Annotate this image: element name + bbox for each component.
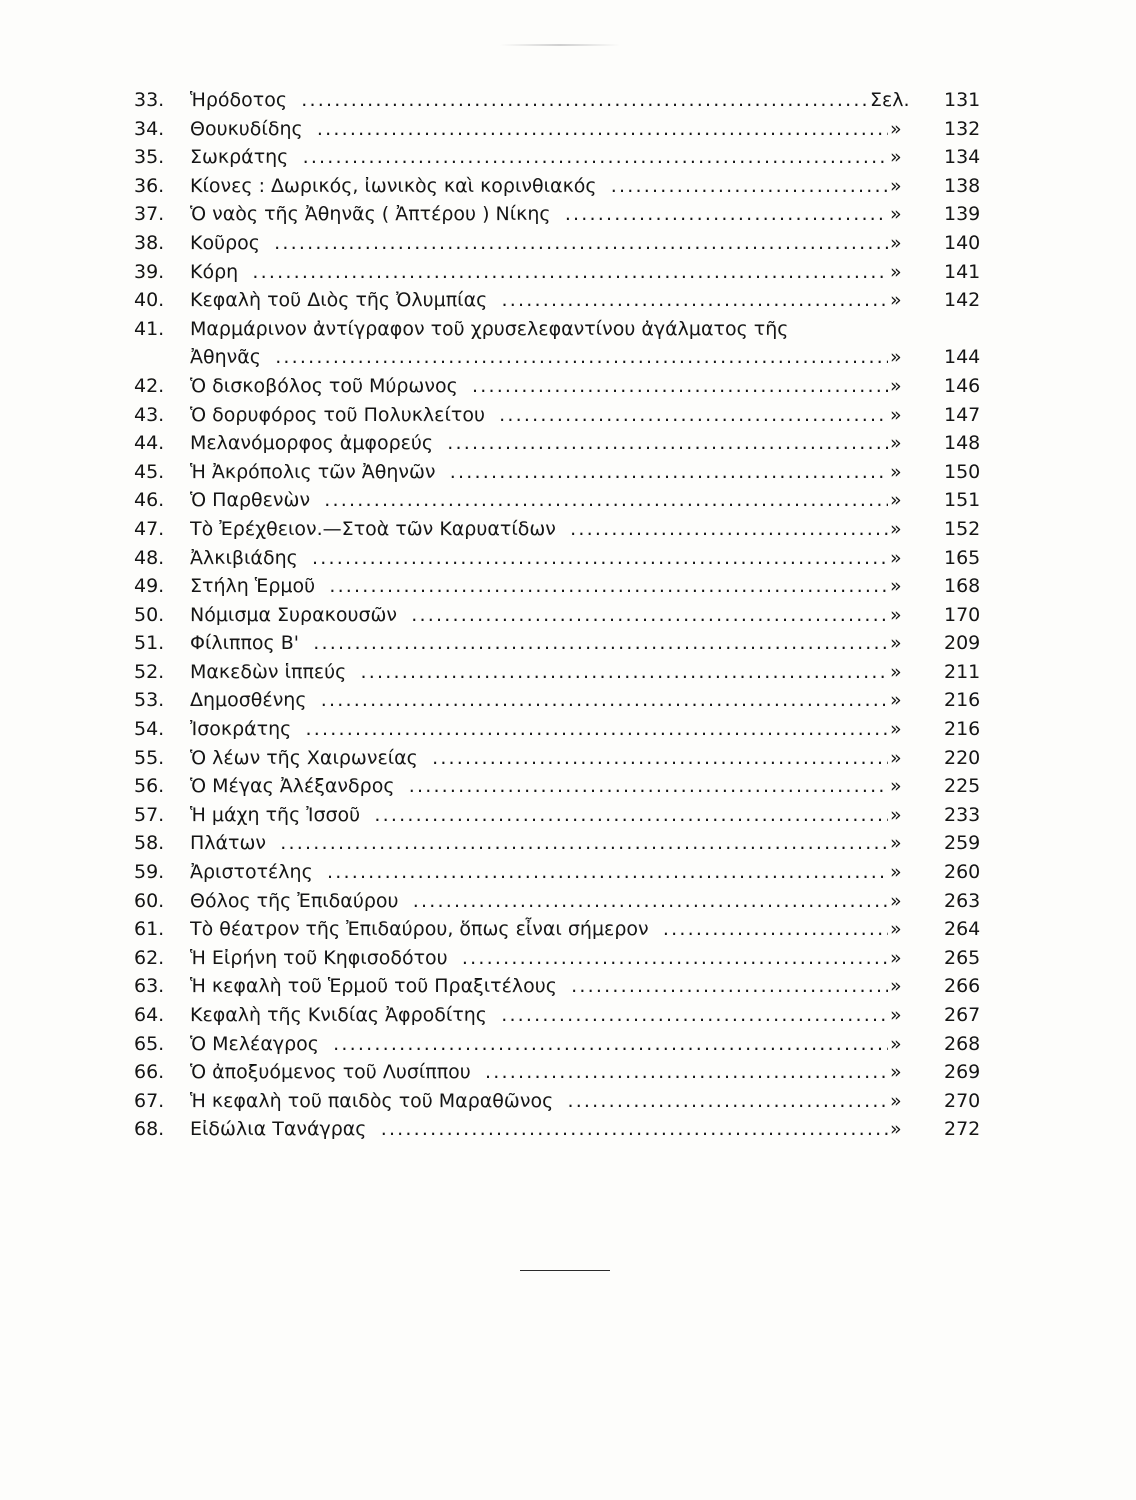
entry-title-text: Ἀριστοτέλης — [190, 861, 319, 883]
page-number: 168 — [944, 575, 981, 598]
entry-title — [190, 601, 888, 629]
entry-title — [190, 343, 888, 371]
entry-number: 38. — [134, 231, 165, 254]
entry-title-text: Ἡ κεφαλὴ τοῦ Ἑρμοῦ τοῦ Πραξιτέλους — [190, 975, 563, 997]
entry-title-text: Ἡ Εἰρήνη τοῦ Κηφισοδότου — [190, 947, 454, 969]
page-marker: » — [890, 1030, 930, 1058]
table-of-illustrations — [0, 86, 1136, 1144]
page-number: 267 — [944, 1004, 981, 1026]
toc-entry — [0, 286, 1136, 315]
entry-number: 60. — [134, 889, 165, 912]
page-marker: » — [890, 143, 930, 171]
entry-title — [190, 658, 888, 686]
entry-title-text: Ὁ Μελέαγρος — [190, 1033, 325, 1055]
page-marker: » — [890, 915, 930, 943]
entry-number: 65. — [134, 1032, 165, 1055]
entry-number: 43. — [134, 403, 165, 426]
page-number: 266 — [944, 975, 981, 998]
toc-entry — [0, 115, 1136, 144]
toc-entry — [0, 315, 1136, 344]
entry-number: 33. — [134, 89, 165, 111]
entry-title-text: Ὁ ἀποξυόμενος τοῦ Λυσίππου — [190, 1061, 477, 1083]
entry-number: 57. — [134, 803, 165, 826]
page-marker: » — [890, 258, 930, 286]
entry-title — [190, 486, 888, 514]
entry-title-text: Τὸ Ἐρέχθειον.—Στοὰ τῶν Καρυατίδων — [190, 518, 562, 540]
page-marker: » — [890, 858, 930, 886]
entry-title-text: Ὁ Μέγας Ἀλέξανδρος — [190, 775, 400, 797]
page-number: 268 — [944, 1032, 981, 1055]
entry-title — [190, 143, 888, 171]
entry-title-text: Ὁ ναὸς τῆς Ἀθηνᾶς ( Ἀπτέρου ) Νίκης — [190, 203, 557, 225]
page-number: 165 — [944, 546, 981, 569]
entry-number: 41. — [134, 317, 165, 340]
page-number: 264 — [944, 918, 981, 941]
entry-number: 61. — [134, 918, 165, 941]
entry-title — [190, 544, 888, 572]
entry-title — [190, 258, 888, 286]
toc-entry — [0, 858, 1136, 887]
entry-title-text: Σωκράτης — [190, 146, 294, 168]
entry-number: 37. — [134, 203, 165, 226]
entry-number: 36. — [134, 174, 165, 197]
entry-number: 50. — [134, 603, 165, 626]
page-marker: » — [890, 1058, 930, 1086]
page-marker: » — [890, 686, 930, 714]
page-marker: » — [890, 229, 930, 257]
toc-entry — [0, 801, 1136, 830]
page-number: 216 — [944, 718, 981, 741]
toc-entry — [0, 658, 1136, 687]
entry-title — [190, 801, 888, 829]
entry-title-text: Κεφαλὴ τῆς Κνιδίας Ἀφροδίτης — [190, 1004, 493, 1026]
page-marker: » — [890, 372, 930, 400]
entry-title-text: Θουκυδίδης — [190, 118, 309, 140]
page-marker: » — [890, 115, 930, 143]
entry-title — [190, 229, 888, 257]
page-marker: » — [890, 343, 930, 371]
entry-title — [190, 286, 888, 314]
entry-number: 40. — [134, 289, 165, 312]
entry-number: 68. — [134, 1118, 165, 1141]
entry-title — [190, 115, 888, 143]
entry-number: 49. — [134, 575, 165, 598]
entry-number: 46. — [134, 489, 165, 512]
entry-title-text: Ὁ λέων τῆς Χαιρωνείας — [190, 747, 424, 769]
page-number: 139 — [944, 203, 981, 226]
toc-entry — [0, 629, 1136, 658]
entry-title — [190, 686, 888, 714]
page-marker: » — [890, 744, 930, 772]
toc-entry — [0, 172, 1136, 201]
entry-number: 62. — [134, 946, 165, 969]
entry-number: 44. — [134, 432, 165, 455]
page-marker: » — [890, 200, 930, 228]
page-marker: Σελ. — [870, 86, 930, 114]
page-marker: » — [890, 458, 930, 486]
page-number: 138 — [944, 174, 981, 197]
entry-number: 55. — [134, 746, 165, 769]
toc-entry — [0, 972, 1136, 1001]
page-marker: » — [890, 972, 930, 1000]
entry-title — [190, 772, 888, 800]
page-number: 151 — [944, 489, 981, 512]
entry-title-text: Ὁ δισκοβόλος τοῦ Μύρωνος — [190, 375, 464, 397]
entry-title-text: Νόμισμα Συρακουσῶν — [190, 604, 403, 626]
entry-title-text: Μαρμάρινον ἀντίγραφον τοῦ χρυσελεφαντίνου ἀγάλματος τῆς — [190, 318, 794, 340]
toc-entry — [0, 944, 1136, 973]
page-number: 152 — [944, 517, 981, 540]
page-marker: » — [890, 658, 930, 686]
page-marker: » — [890, 429, 930, 457]
page-number: 216 — [944, 689, 981, 712]
entry-title-text: Ἀθηνᾶς — [190, 346, 267, 368]
page-number: 220 — [944, 746, 981, 769]
page-number: 131 — [944, 89, 981, 111]
entry-title-text: Τὸ θέατρον τῆς Ἐπιδαύρου, ὅπως εἶναι σήμερον — [190, 918, 655, 940]
entry-title — [190, 458, 888, 486]
page-marker: » — [890, 1087, 930, 1115]
entry-title-text: Εἰδώλια Τανάγρας — [190, 1118, 372, 1140]
entry-title — [190, 887, 888, 915]
toc-entry — [0, 715, 1136, 744]
entry-title-text: Κόρη — [190, 261, 244, 283]
entry-title — [190, 315, 910, 343]
page-number: 146 — [944, 374, 981, 397]
toc-entry — [0, 401, 1136, 430]
page-number: 265 — [944, 946, 981, 969]
page-marker: » — [890, 801, 930, 829]
entry-title-text: Κεφαλὴ τοῦ Διὸς τῆς Ὀλυμπίας — [190, 289, 493, 311]
toc-entry — [0, 86, 1136, 115]
page-marker: » — [890, 572, 930, 600]
page-number: 269 — [944, 1061, 981, 1084]
page-number: 225 — [944, 775, 981, 798]
toc-entry — [0, 686, 1136, 715]
toc-entry — [0, 229, 1136, 258]
entry-title — [190, 715, 888, 743]
toc-entry — [0, 601, 1136, 630]
page-marker: » — [890, 515, 930, 543]
entry-title — [190, 629, 888, 657]
entry-title-text: Πλάτων — [190, 832, 272, 854]
entry-number: 54. — [134, 718, 165, 741]
toc-entry — [0, 1115, 1136, 1144]
entry-number: 58. — [134, 832, 165, 855]
entry-title-text: Ἡ Ἀκρόπολις τῶν Ἀθηνῶν — [190, 461, 442, 483]
entry-number: 53. — [134, 689, 165, 712]
page-number: 233 — [944, 803, 981, 826]
page-marker: » — [890, 544, 930, 572]
toc-entry — [0, 772, 1136, 801]
page-number: 148 — [944, 432, 981, 455]
entry-number: 64. — [134, 1004, 165, 1026]
scan-smudge — [500, 44, 620, 46]
entry-number: 48. — [134, 546, 165, 569]
page-number: 259 — [944, 832, 981, 855]
entry-title-text: Ἡ κεφαλὴ τοῦ παιδὸς τοῦ Μαραθῶνος — [190, 1090, 559, 1112]
entry-title — [190, 1030, 888, 1058]
entry-title-text: Στήλη Ἑρμοῦ — [190, 575, 321, 597]
toc-entry — [0, 1001, 1136, 1030]
page-marker: » — [890, 1001, 930, 1029]
entry-title-text: Φίλιππος Β' — [190, 632, 305, 654]
entry-title-text: Δημοσθένης — [190, 689, 313, 711]
page-marker: » — [890, 1115, 930, 1143]
entry-title — [190, 1001, 888, 1029]
entry-title — [190, 200, 888, 228]
entry-title — [190, 572, 888, 600]
entry-title — [190, 858, 888, 886]
page-marker: » — [890, 887, 930, 915]
entry-title — [190, 1115, 888, 1143]
entry-number: 42. — [134, 374, 165, 397]
page-number: 272 — [944, 1118, 981, 1141]
entry-title — [190, 429, 888, 457]
entry-title — [190, 1058, 888, 1086]
entry-number: 51. — [134, 632, 165, 655]
entry-title — [190, 372, 888, 400]
entry-title-text: Ὁ Παρθενὼν — [190, 489, 316, 511]
entry-title-text: Ἡρόδοτος — [190, 89, 293, 111]
entry-title — [190, 86, 868, 114]
toc-entry — [0, 343, 1136, 372]
page-marker: » — [890, 601, 930, 629]
page-number: 170 — [944, 603, 981, 626]
toc-entry — [0, 515, 1136, 544]
toc-entry — [0, 258, 1136, 287]
entry-title — [190, 972, 888, 1000]
page-number: 209 — [944, 632, 981, 655]
entry-number: 63. — [134, 975, 165, 998]
entry-title-text: Μελανόμορφος ἀμφορεύς — [190, 432, 439, 454]
entry-number: 47. — [134, 517, 165, 540]
page-marker: » — [890, 944, 930, 972]
page-number: 211 — [944, 660, 981, 683]
entry-number: 67. — [134, 1089, 165, 1112]
page-marker: » — [890, 286, 930, 314]
toc-entry — [0, 143, 1136, 172]
page-number: 150 — [944, 460, 981, 483]
entry-title — [190, 944, 888, 972]
page-marker: » — [890, 172, 930, 200]
page-number: 140 — [944, 231, 981, 254]
entry-title-text: Θόλος τῆς Ἐπιδαύρου — [190, 890, 405, 912]
closing-rule — [520, 1270, 610, 1271]
toc-entry — [0, 1030, 1136, 1059]
page-number: 270 — [944, 1089, 981, 1112]
toc-entry — [0, 200, 1136, 229]
page-number: 144 — [944, 346, 981, 369]
entry-title-text: Μακεδὼν ἱππεύς — [190, 661, 352, 683]
page-marker: » — [890, 829, 930, 857]
entry-title — [190, 1087, 888, 1115]
toc-entry — [0, 829, 1136, 858]
page-marker: » — [890, 486, 930, 514]
entry-title — [190, 401, 888, 429]
toc-entry — [0, 887, 1136, 916]
page-marker: » — [890, 401, 930, 429]
page-marker: » — [890, 715, 930, 743]
entry-title-text: Κίονες : Δωρικός, ἰωνικὸς καὶ κορινθιακός — [190, 175, 603, 197]
page-number: 263 — [944, 889, 981, 912]
page-number: 147 — [944, 403, 981, 426]
entry-title-text: Ὁ δορυφόρος τοῦ Πολυκλείτου — [190, 404, 491, 426]
entry-number: 34. — [134, 117, 165, 140]
entry-title — [190, 829, 888, 857]
entry-title — [190, 744, 888, 772]
entry-title — [190, 172, 888, 200]
toc-entry — [0, 544, 1136, 573]
entry-title — [190, 515, 888, 543]
page-marker: » — [890, 772, 930, 800]
toc-entry — [0, 572, 1136, 601]
entry-number: 66. — [134, 1061, 165, 1084]
page-number: 134 — [944, 146, 981, 169]
page-number: 142 — [944, 289, 981, 312]
entry-number: 56. — [134, 775, 165, 798]
page-number: 141 — [944, 260, 981, 283]
entry-title-text: Ἀλκιβιάδης — [190, 547, 304, 569]
page-number: 260 — [944, 861, 981, 884]
toc-entry — [0, 1087, 1136, 1116]
toc-entry — [0, 1058, 1136, 1087]
toc-entry — [0, 486, 1136, 515]
entry-title-text: Ἡ μάχη τῆς Ἰσσοῦ — [190, 804, 366, 826]
page-number: 132 — [944, 117, 981, 140]
entry-title-text: Κοῦρος — [190, 232, 266, 254]
entry-number: 45. — [134, 460, 165, 483]
page-marker: » — [890, 629, 930, 657]
toc-entry — [0, 458, 1136, 487]
toc-entry — [0, 372, 1136, 401]
entry-number: 35. — [134, 146, 165, 169]
entry-title — [190, 915, 888, 943]
entry-number: 59. — [134, 861, 165, 884]
entry-number: 52. — [134, 660, 165, 683]
entry-title-text: Ἰσοκράτης — [190, 718, 297, 740]
toc-entry — [0, 429, 1136, 458]
toc-entry — [0, 915, 1136, 944]
entry-number: 39. — [134, 260, 165, 283]
toc-entry — [0, 744, 1136, 773]
